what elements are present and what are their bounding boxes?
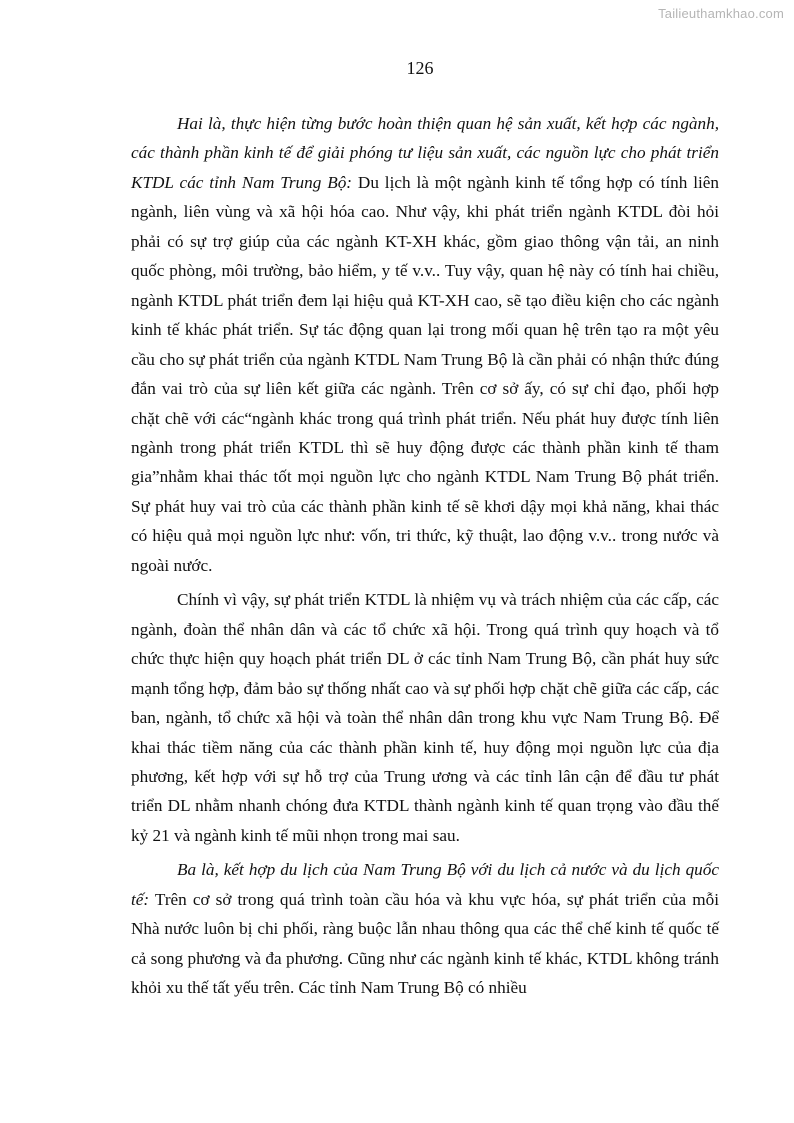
paragraph-2-text: Chính vì vậy, sự phát triển KTDL là nhiệm vụ và trách nhiệm của các cấp, các ngành, đoàn thể nhân dân và các tổ chức xã hội. Trong quá trình quy hoạch và tổ chức thực hiện quy hoạch phát triển DL ở các tỉnh Nam Trung Bộ, cần phát huy sức mạnh tổng hợp, đảm bảo sự thống nhất cao và sự phối hợp chặt chẽ giữa các cấp, các ban, ngành, tổ chức xã hội và toàn thể nhân dân trong khu vực Nam Trung Bộ. Để khai thác tiềm năng của các thành phần kinh tế, huy động mọi nguồn lực của địa phương, kết hợp với sự hỗ trợ của Trung ương và các tỉnh lân cận để đầu tư phát triển DL nhằm nhanh chóng đưa KTDL thành ngành kinh tế quan trọng vào đầu thế kỷ 21 và ngành kinh tế mũi nhọn trong mai sau.	[131, 590, 719, 845]
paragraph-1-lead: Hai là, thực hiện từng bước hoàn thiện quan hệ sản xuất, kết hợp các ngành, các thành phần kinh tế để giải phóng tư liệu sản xuất, các nguồn lực cho phát triển KTDL các tỉnh Nam Trung Bộ:	[131, 114, 719, 192]
paragraph-1-text: Du lịch là một ngành kinh tế tổng hợp có tính liên ngành, liên vùng và xã hội hóa cao. Như vậy, khi phát triển ngành KTDL đòi hỏi phải có sự trợ giúp của các ngành KT-XH khác, gồm giao thông vận tải, an ninh quốc phòng, môi trường, bảo hiểm, y tế v.v.. Tuy vậy, quan hệ này có tính hai chiều, ngành KTDL phát triển đem lại hiệu quả KT-XH cao, sẽ tạo điều kiện cho các ngành kinh tế khác phát triển. Sự tác động quan lại trong mối quan hệ trên tạo ra một yêu cầu cho sự phát triển của ngành KTDL Nam Trung Bộ là cần phải có nhận thức đúng đắn vai trò của sự liên kết giữa các ngành. Trên cơ sở ấy, có sự chỉ đạo, phối hợp chặt chẽ với các“ngành khác trong quá trình phát triển. Nếu phát huy được tính liên ngành trong phát triển KTDL thì sẽ huy động được các thành phần kinh tế tham gia”nhằm khai thác tốt mọi nguồn lực cho ngành KTDL Nam Trung Bộ phát triển. Sự phát huy vai trò của các thành phần kinh tế sẽ khơi dậy mọi khả năng, khai thác có hiệu quả mọi nguồn lực như: vốn, tri thức, kỹ thuật, lao động v.v.. trong nước và ngoài nước.	[131, 172, 720, 575]
paragraph-3	[131, 855, 719, 1002]
paragraph-3-lead: Ba là, kết hợp du lịch của Nam Trung Bộ với du lịch cả nước và du lịch quốc tế:	[131, 860, 719, 909]
paragraph-2	[131, 585, 719, 850]
watermark: Tailieuthamkhao.com	[658, 6, 784, 21]
document-body	[131, 109, 719, 1008]
paragraph-1	[131, 109, 719, 580]
paragraph-3-text: Trên cơ sở trong quá trình toàn cầu hóa và khu vực hóa, sự phát triển của mỗi Nhà nước luôn bị chi phối, ràng buộc lẫn nhau thông qua các thể chế kinh tế quốc tế cả song phương và đa phương. Cũng như các ngành kinh tế khác, KTDL không tránh khỏi xu thế tất yếu trên. Các tỉnh Nam Trung Bộ có nhiều	[131, 889, 719, 998]
page-number: 126	[406, 58, 434, 78]
